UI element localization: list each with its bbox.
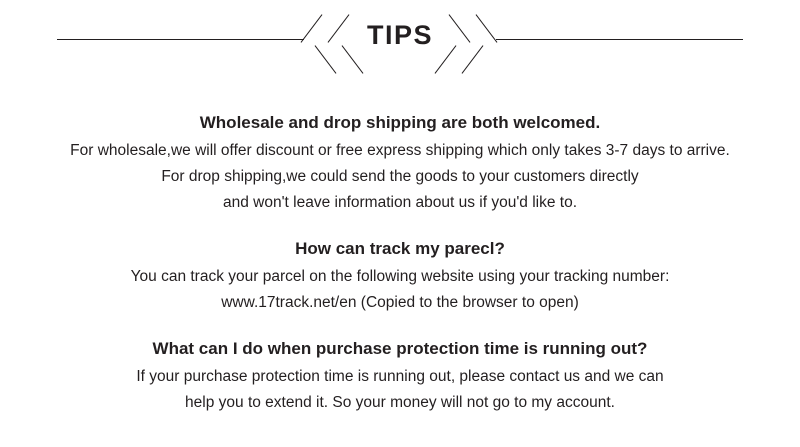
section-line: For drop shipping,we could send the goods to your customers directly [161,168,639,185]
tracking-website-line: www.17track.net/en (Copied to the browser to open) [221,294,579,311]
tips-content [0,86,800,416]
page-title: TIPS [366,20,433,50]
section-heading: Wholesale and drop shipping are both welcomed. [199,113,601,132]
section-heading: How can track my parecl? [295,239,505,258]
section-tracking [20,234,780,316]
section-wholesale [20,108,780,216]
section-line: help you to extend it. So your money will not go to my account. [185,394,615,411]
section-line: and won't leave information about us if you'd like to. [222,194,578,211]
section-purchase-protection [20,334,780,416]
tips-banner [0,0,800,86]
section-line: For wholesale,we will offer discount or free express shipping which only takes 3-7 days to arrive. [70,142,730,159]
section-line: If your purchase protection time is running out, please contact us and we can [136,368,664,385]
section-heading: What can I do when purchase protection time is running out? [152,339,648,358]
section-line: You can track your parcel on the following website using your tracking number: [130,268,670,285]
